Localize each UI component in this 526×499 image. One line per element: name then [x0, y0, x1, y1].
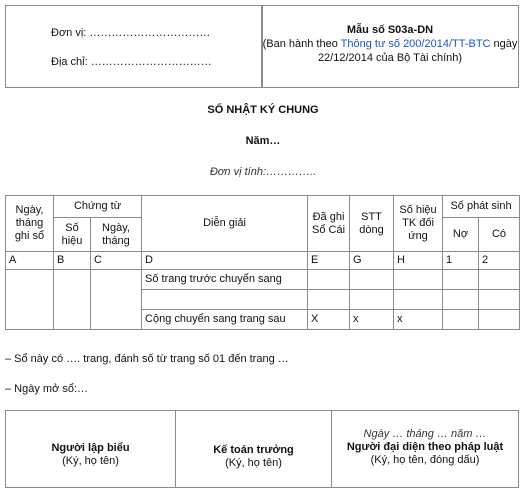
- issued-suffix: ngày: [490, 38, 518, 50]
- code-cell: D: [142, 252, 308, 270]
- empty-cell: [443, 270, 479, 290]
- empty-cell: [443, 290, 479, 310]
- legal-rep-sub: (Ký, họ tên, đóng dấu): [370, 454, 480, 466]
- empty-cell: [91, 270, 142, 330]
- legal-rep-title: Người đại diện theo pháp luật: [346, 441, 504, 453]
- code-cell: C: [91, 252, 142, 270]
- page-title: SỔ NHẬT KÝ CHUNG: [207, 104, 319, 116]
- empty-cell: [308, 270, 350, 290]
- table-row: [6, 270, 520, 290]
- header-voucher-no: Số hiệu: [54, 218, 91, 252]
- empty-cell: [479, 310, 520, 330]
- code-cell: 1: [443, 252, 479, 270]
- issued-by-line: [262, 37, 518, 51]
- open-date-note: – Ngày mở sổ:…: [5, 383, 89, 395]
- chief-accountant-signature-box: [175, 410, 332, 488]
- code-row: [6, 252, 520, 270]
- code-cell: H: [394, 252, 443, 270]
- line-no-mark: x: [350, 310, 394, 330]
- preparer-title: Người lập biểu: [51, 442, 130, 454]
- empty-cell: [479, 270, 520, 290]
- header-description: Diễn giải: [142, 196, 308, 252]
- empty-cell: [6, 270, 54, 330]
- posted-mark: X: [308, 310, 350, 330]
- code-cell: E: [308, 252, 350, 270]
- header-line-no: STT dòng: [350, 196, 394, 252]
- code-cell: G: [350, 252, 394, 270]
- form-code: Mẫu số S03a-DN: [346, 24, 434, 36]
- empty-cell: [308, 290, 350, 310]
- empty-cell: [479, 290, 520, 310]
- empty-cell: [54, 270, 91, 330]
- preparer-signature-box: [5, 410, 176, 488]
- code-cell: B: [54, 252, 91, 270]
- address-label: Địa chỉ: ……………………………: [51, 56, 212, 68]
- header-record-date: Ngày, tháng ghi sổ: [6, 196, 54, 252]
- empty-cell: [142, 290, 308, 310]
- empty-cell: [350, 270, 394, 290]
- header-credit: Có: [479, 218, 520, 252]
- header-voucher-date: Ngày, tháng: [91, 218, 142, 252]
- unit-label: Đơn vị: ……………………………: [51, 27, 211, 39]
- sign-date-line: Ngày … tháng … năm …: [363, 428, 487, 440]
- empty-cell: [394, 270, 443, 290]
- chief-accountant-sub: (Ký, họ tên): [225, 457, 282, 469]
- ledger-table: [5, 195, 520, 330]
- unit-info-box: [5, 5, 263, 88]
- carried-out-label: Cộng chuyển sang trang sau: [142, 310, 308, 330]
- code-cell: A: [6, 252, 54, 270]
- issued-prefix: (Ban hành theo: [262, 38, 341, 50]
- issued-date: 22/12/2014 của Bộ Tài chính): [317, 52, 463, 64]
- empty-cell: [443, 310, 479, 330]
- empty-cell: [394, 290, 443, 310]
- preparer-sub: (Ký, họ tên): [62, 455, 119, 467]
- circular-link[interactable]: Thông tư số 200/2014/TT-BTC: [340, 38, 491, 50]
- carried-in-label: Số trang trước chuyển sang: [142, 270, 308, 290]
- empty-cell: [350, 290, 394, 310]
- header-posted: Đã ghi Sổ Cái: [308, 196, 350, 252]
- code-cell: 2: [479, 252, 520, 270]
- header-debit: Nợ: [443, 218, 479, 252]
- year-line: Năm…: [245, 135, 281, 147]
- header-contra-account: Số hiệu TK đối ứng: [394, 196, 443, 252]
- contra-mark: x: [394, 310, 443, 330]
- header-voucher: Chứng từ: [54, 196, 142, 218]
- legal-rep-signature-box: [331, 410, 519, 488]
- pages-note: – Sổ này có …. trang, đánh số từ trang số 01 đến trang …: [5, 353, 289, 365]
- chief-accountant-title: Kế toán trưởng: [213, 444, 294, 456]
- header-amount: Số phát sinh: [443, 196, 520, 218]
- form-info-text: [262, 23, 518, 65]
- unit-of-calc: Đơn vị tính:…………..: [209, 166, 317, 178]
